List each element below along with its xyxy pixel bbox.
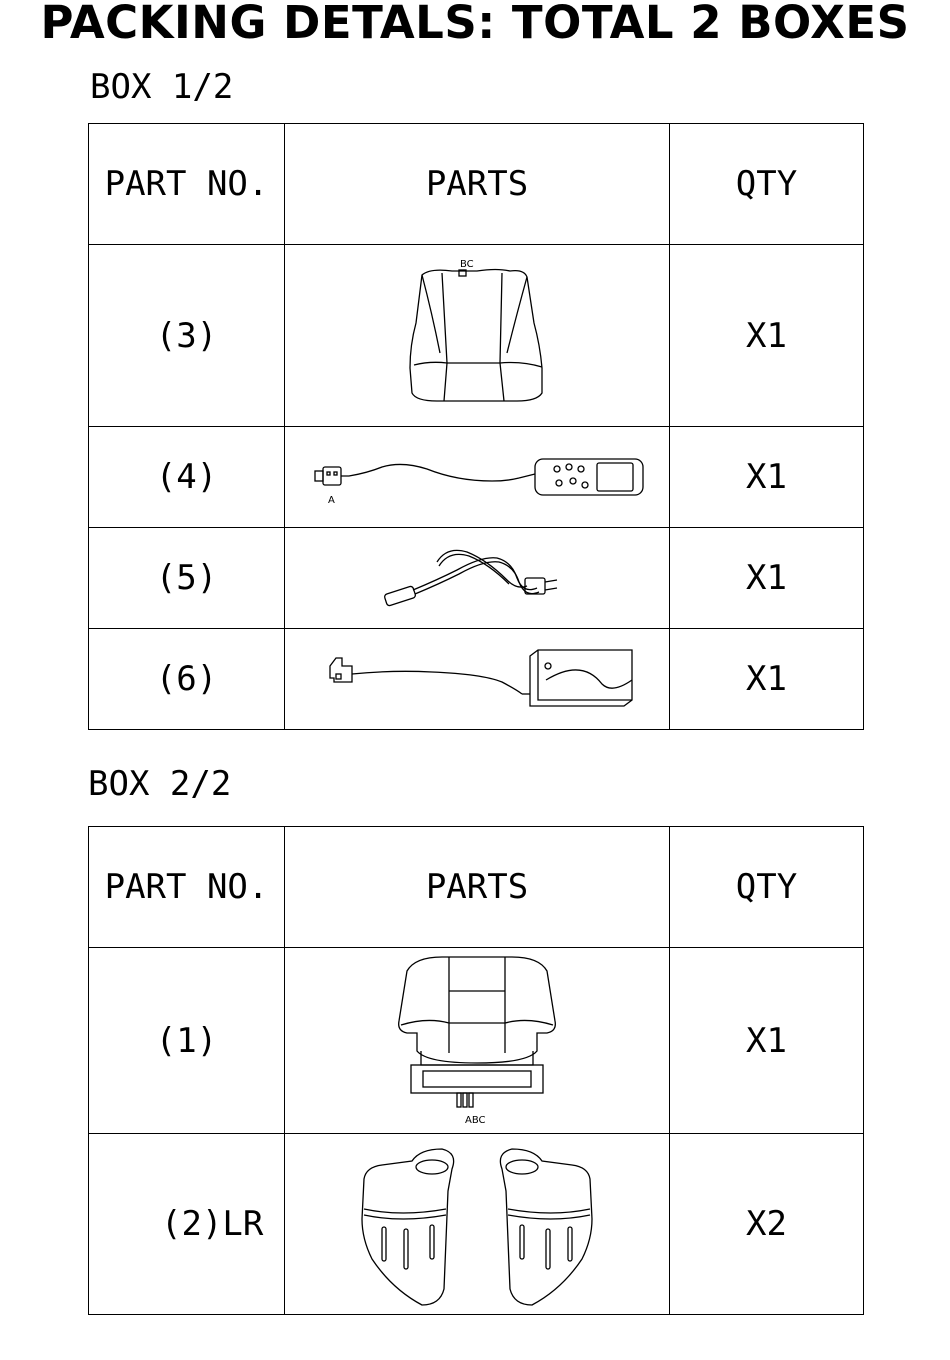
header-parts: PARTS bbox=[285, 827, 670, 948]
quantity: X1 bbox=[670, 948, 864, 1134]
part-image-cell bbox=[285, 427, 670, 528]
box-1-parts-table bbox=[88, 123, 864, 730]
box-2-parts-table bbox=[88, 826, 864, 1315]
page-title: PACKING DETALS: TOTAL 2 BOXES bbox=[40, 0, 910, 49]
part-image-cell bbox=[285, 245, 670, 427]
table-row bbox=[89, 245, 864, 427]
part-image-cell bbox=[285, 1134, 670, 1315]
part-image-cell bbox=[285, 948, 670, 1134]
header-part-no: PART NO. bbox=[89, 124, 285, 245]
quantity: X1 bbox=[670, 427, 864, 528]
power-cord-drawing bbox=[377, 538, 577, 618]
table-header-row bbox=[89, 827, 864, 948]
armrests-left-right-drawing bbox=[352, 1139, 602, 1309]
seat-base-drawing bbox=[387, 951, 567, 1131]
part-number: (1) bbox=[89, 948, 285, 1134]
header-qty: QTY bbox=[670, 124, 864, 245]
table-row bbox=[89, 1134, 864, 1315]
part-number: (3) bbox=[89, 245, 285, 427]
part-number: (6) bbox=[89, 629, 285, 730]
part-number: (2)LR bbox=[89, 1134, 285, 1315]
header-part-no: PART NO. bbox=[89, 827, 285, 948]
table-row bbox=[89, 528, 864, 629]
table-row bbox=[89, 427, 864, 528]
header-parts: PARTS bbox=[285, 124, 670, 245]
table-row bbox=[89, 948, 864, 1134]
header-qty: QTY bbox=[670, 827, 864, 948]
box-1-label: BOX 1/2 bbox=[90, 67, 234, 107]
quantity: X2 bbox=[670, 1134, 864, 1315]
connector-label: A bbox=[328, 495, 335, 506]
box-2-label: BOX 2/2 bbox=[88, 764, 232, 804]
quantity: X1 bbox=[670, 245, 864, 427]
connector-label: ABC bbox=[465, 1114, 486, 1126]
quantity: X1 bbox=[670, 528, 864, 629]
part-image-cell bbox=[285, 629, 670, 730]
hand-remote-control-drawing bbox=[307, 447, 647, 507]
quantity: X1 bbox=[670, 629, 864, 730]
table-row bbox=[89, 629, 864, 730]
backrest-cushion-drawing bbox=[392, 253, 562, 418]
part-number: (4) bbox=[89, 427, 285, 528]
connector-label: BC bbox=[460, 259, 474, 270]
power-adapter-drawing bbox=[312, 644, 642, 714]
part-image-cell bbox=[285, 528, 670, 629]
table-header-row bbox=[89, 124, 864, 245]
part-number: (5) bbox=[89, 528, 285, 629]
